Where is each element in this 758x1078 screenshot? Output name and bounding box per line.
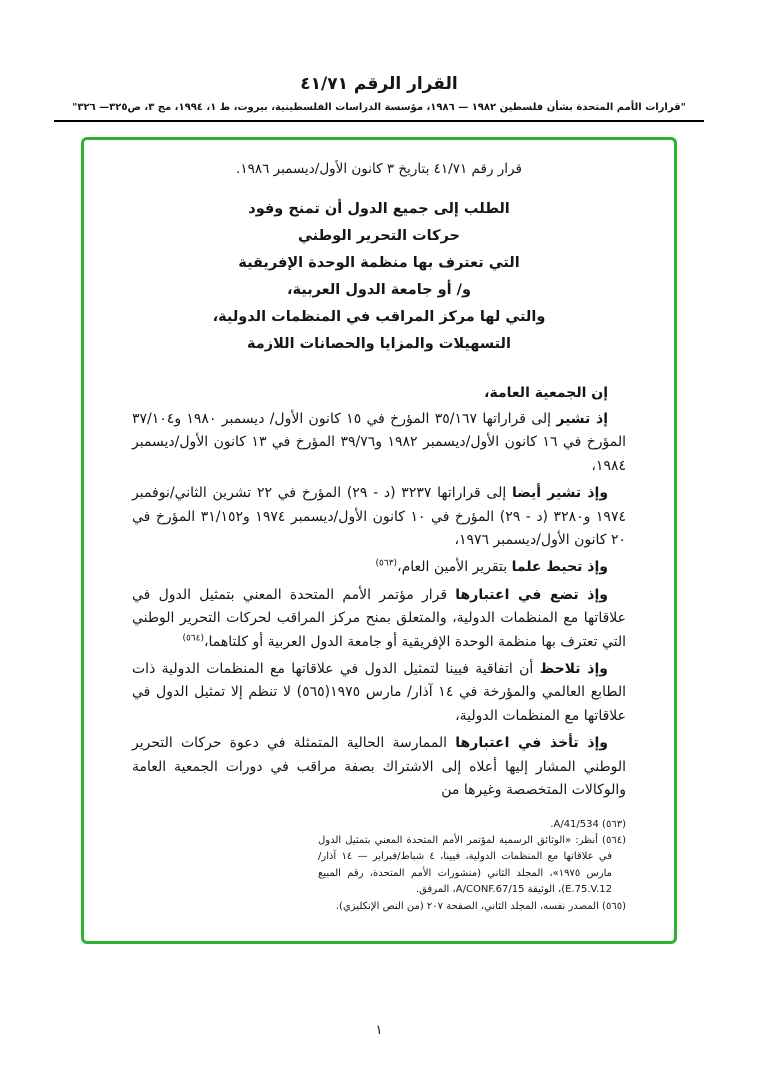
resolution-box [81, 137, 677, 944]
footnote-ref: (٥٦٤) [182, 633, 204, 643]
footnote: (٥٦٤) أنظر: «الوثائق الرسمية لمؤتمر الأمم المتحدة المعني بتمثيل الدول في علاقاتها مع المنظمات الدولية، فيينا، ٤ شباط/فبراير — ١٤ آذار/ مارس ١٩٧٥»، المجلد الثاني (منشورات الأمم المتحدة، رقم المبيع E.75.V.12)، الوثيقة A/CONF.67/15، المرفق. [318, 834, 626, 896]
resolution-paragraph [132, 732, 626, 802]
resolution-title-line: التي تعترف بها منظمة الوحدة الإفريقية [238, 255, 520, 271]
paragraph-lead: إذ تشير [556, 411, 608, 427]
resolution-paragraph [132, 408, 626, 478]
resolution-paragraph [132, 482, 626, 552]
resolution-paragraph [132, 556, 626, 579]
footnote: (٥٦٣) A/41/534. [550, 818, 626, 830]
resolution-title [132, 196, 626, 358]
resolution-title-line: والتي لها مركز المراقب في المنظمات الدولية، [212, 309, 546, 325]
paragraph-text: إلى قراراتها ٣٢٣٧ (د - ٢٩) المؤرخ في ٢٢ تشرين الثاني/نوفمبر ١٩٧٤ و٣٢٨٠ (د - ٢٩) المؤرخ في ١٠ كانون الأول/ديسمبر ١٩٧٤ و٣١/١٥٢ المؤرخ في ٢٠ كانون الأول/ديسمبر ١٩٧٦، [132, 485, 626, 549]
paragraph-lead: وإذ تحيط علما [511, 559, 608, 576]
resolution-title-line: و/ أو جامعة الدول العربية، [286, 282, 471, 298]
page-title: القرار الرقم ٤١/٧١ [300, 74, 458, 94]
opening-line: إن الجمعية العامة، [484, 385, 608, 401]
resolution-title-line: الطلب إلى جميع الدول أن تمنح وفود [248, 201, 510, 217]
footnote-ref: (٥٦٣) [375, 558, 398, 569]
paragraph-lead: وإذ تضع في اعتبارها [455, 586, 608, 603]
resolution-paragraph [132, 658, 626, 728]
header-rule [54, 120, 704, 122]
paragraph-text: إلى قراراتها ٣٥/١٦٧ المؤرخ في ١٥ كانون الأول/ ديسمبر ١٩٨٠ و٣٧/١٠٤ المؤرخ في ١٦ كانون الأول/ديسمبر ١٩٨٢ و٣٩/٧٦ المؤرخ في ١٣ كانون الأول/ديسمبر ١٩٨٤، [132, 411, 626, 474]
paragraph-text: الممارسة الحالية المتمثلة في دعوة حركات التحرير الوطني المشار إليها أعلاه إلى الاشتراك بصفة مراقب في دورات الجمعية العامة والوكالات المتخصصة وغيرها من [132, 735, 626, 799]
paragraph-text: قرار مؤتمر الأمم المتحدة المعني بتمثيل الدول في علاقاتها مع المنظمات الدولية، والمتعلق بمنح مركز المراقب لحركات التحرير الوطني التي تعترف بها منظمة الوحدة الإفريقية أو جامعة الدول العربية أو كلتاهما، [132, 586, 626, 650]
paragraph-lead: وإذ تلاحظ [539, 661, 608, 678]
paragraph-text: أن اتفاقية فيينا لتمثيل الدول في علاقاتها مع المنظمات الدولية ذات الطابع العالمي والمؤرخة في ١٤ آذار/ مارس ١٩٧٥(٥٦٥) لا تنظم إلا تمثيل الدول في علاقاتها مع المنظمات الدولية، [132, 661, 626, 724]
paragraph-text: بتقرير الأمين العام، [397, 559, 512, 576]
document-header [0, 0, 758, 122]
paragraph-lead: وإذ تأخذ في اعتبارها [455, 735, 608, 752]
footnotes-section [318, 817, 626, 915]
paragraph-lead: وإذ تشير أيضا [511, 485, 609, 502]
resolution-date-line: قرار رقم ٤١/٧١ بتاريخ ٣ كانون الأول/ديسمبر ١٩٨٦. [236, 161, 522, 177]
resolution-title-line: حركات التحرير الوطني [297, 228, 461, 244]
footnote: (٥٦٥) المصدر نفسه، المجلد الثاني، الصفحة ٢٠٧ (من النص الإنكليزي). [335, 900, 626, 912]
resolution-title-line: التسهيلات والمزايا والحصانات اللازمة [247, 336, 511, 352]
source-citation: "قرارات الأمم المتحدة بشأن فلسطين ١٩٨٢ — ١٩٨٦، مؤسسة الدراسات الفلسطينية، بيروت، ط ١، ١٩٩٤، مج ٣، ص٣٢٥— ٣٢٦" [72, 102, 686, 113]
resolution-paragraph [132, 584, 626, 654]
page-number: ١ [375, 1023, 383, 1038]
